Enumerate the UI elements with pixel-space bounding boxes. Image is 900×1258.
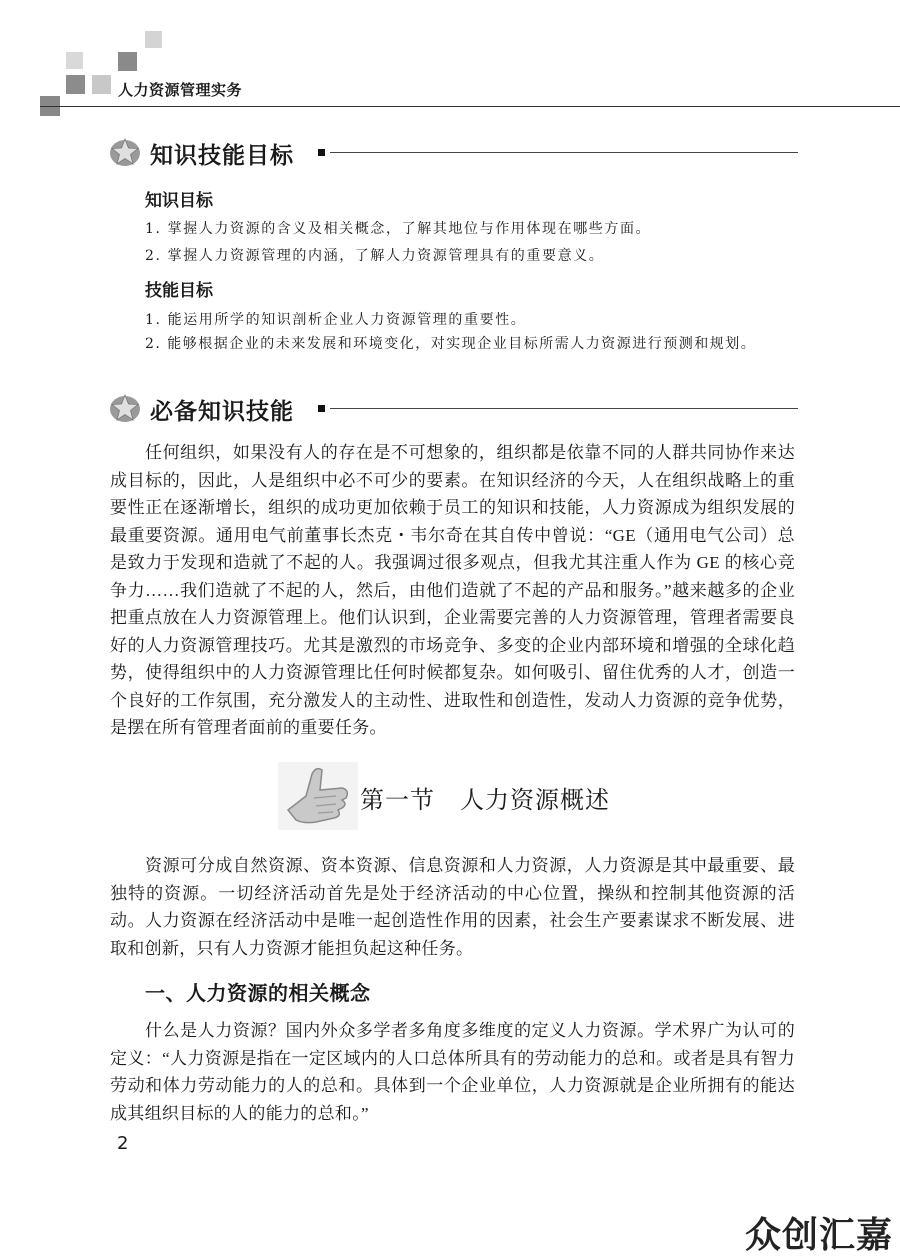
heading-rule (330, 408, 798, 409)
heading-bullet (318, 149, 325, 156)
body-paragraph: 任何组织，如果没有人的存在是不可想象的，组织都是依靠不同的人群共同协作来达成目标的，因此，人是组织中必不可少的要素。在知识经济的今天，人在组织战略上的重要性正在逐渐增长，组织的成功更加依赖于员工的知识和技能，人力资源成为组织发展的最重要资源。通用电气前董事长杰克・韦尔奇在其自传中曾说：“GE（通用电气公司）总是致力于发现和造就了不起的人。我强调过很多观点，但我尤其注重人作为 GE 的核心竞争力……我们造就了不起的人，然后，由他们造就了不起的产品和服务。”越来越多的企业把重点放在人力资源管理上。他们认识到，企业需要完善的人力资源管理，管理者需要良好的人力资源管理技巧。尤其是激烈的市场竞争、多变的企业内部环境和增强的全球化趋势，使得组织中的人力资源管理比任何时候都复杂。如何吸引、留住优秀的人才，创造一个良好的工作氛围，充分激发人的主动性、进取性和创造性，发动人力资源的竞争优势，是摆在所有管理者面前的重要任务。 (110, 443, 795, 737)
header-rule (40, 106, 900, 107)
page-number: 2 (117, 1133, 129, 1154)
heading-rule (330, 152, 798, 153)
section-title: 必备知识技能 (150, 399, 294, 425)
section-heading-essentials (108, 392, 798, 424)
skill-goals-heading: 技能目标 (145, 281, 213, 301)
heading-bullet (318, 405, 325, 412)
star-badge-icon (108, 392, 142, 424)
chapter-heading (276, 760, 656, 832)
knowledge-goals-heading: 知识目标 (145, 191, 213, 211)
body-paragraph: 什么是人力资源？国内外众多学者多角度多维度的定义人力资源。学术界广为认可的定义：“人力资源是指在一定区域内的人口总体所具有的劳动能力的总和。或者是具有智力劳动和体力劳动能力的人的总和。具体到一个企业单位，人力资源就是企业所拥有的能达成其组织目标的人的能力的总和。” (110, 1021, 795, 1123)
section-heading-objectives (108, 136, 798, 168)
knowledge-goal-item: 2. 掌握人力资源管理的内涵，了解人力资源管理具有的重要意义。 (145, 248, 605, 264)
body-paragraph: 资源可分成自然资源、资本资源、信息资源和人力资源，人力资源是其中最重要、最独特的资源。一切经济活动首先是处于经济活动的中心位置，操纵和控制其他资源的活动。人力资源在经济活动中是唯一起创造性作用的因素，社会生产要素谋求不断发展、进取和创新，只有人力资源才能担负起这种任务。 (110, 856, 795, 958)
chapter-title: 第一节 人力资源概述 (360, 786, 610, 814)
star-badge-icon (108, 136, 142, 168)
knowledge-goal-item: 1. 掌握人力资源的含义及相关概念，了解其地位与作用体现在哪些方面。 (145, 221, 652, 237)
skill-goal-item: 1. 能运用所学的知识剖析企业人力资源管理的重要性。 (145, 312, 527, 328)
skill-goal-item: 2. 能够根据企业的未来发展和环境变化，对实现企业目标所需人力资源进行预测和规划。 (145, 336, 757, 352)
subsection-title: 一、人力资源的相关概念 (145, 981, 371, 1005)
pointing-hand-icon (276, 760, 360, 832)
section-title: 知识技能目标 (150, 143, 294, 169)
running-header-title: 人力资源管理实务 (118, 81, 243, 99)
watermark-logo: 众创汇嘉 (745, 1215, 894, 1256)
